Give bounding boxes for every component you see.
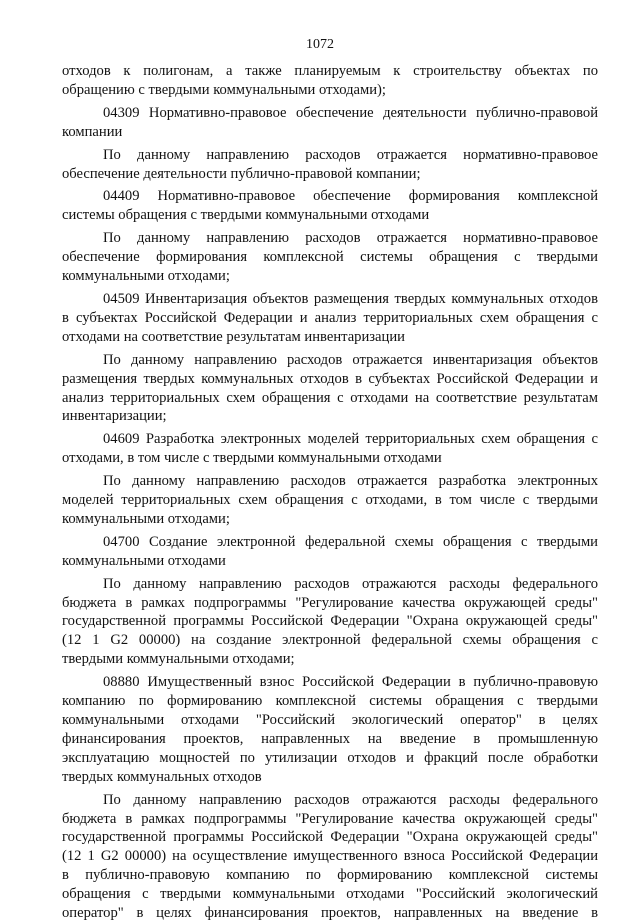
text-line: обеспечение формирования комплексной системы обращения с твердыми [62,249,598,266]
text-line: отходами на соответствие результатам инвентаризации [62,328,405,345]
text-line: По данному направлению расходов отражаются расходы федерального [103,575,598,592]
text-line: По данному направлению расходов отражаются расходы федерального [103,791,598,808]
document-body [62,62,598,923]
text-line: отходов к полигонам, а также планируемым к строительству объектах по [62,63,598,79]
text-line: компании [62,123,123,140]
text-line: в публично-правовую компанию по формированию комплексной системы [62,867,598,884]
text-line: По данному направлению расходов отражается нормативно-правовое [103,230,598,247]
text-line: компанию по формированию комплексной системы обращения с твердыми [62,693,598,710]
text-line: 04700 Создание электронной федеральной схемы обращения с твердыми [103,533,598,550]
text-line: эксплуатацию мощностей по утилизации отходов и фракций после обработки [62,749,598,766]
text-line: 08880 Имущественный взнос Российской Федерации в публично-правовую [103,674,598,691]
text-line: коммунальными отходами; [62,268,230,285]
text-line: По данному направлению расходов отражается нормативно-правовое [103,146,598,163]
text-line: 04409 Нормативно-правовое обеспечение формирования комплексной [103,188,598,205]
text-line: размещения твердых коммунальных отходов в субъектах Российской Федерации и [62,370,598,387]
text-line: анализ территориальных схем обращения с отходами на соответствие результатам [62,389,598,406]
page-number: 1072 [306,37,334,52]
text-line: обращению с твердыми коммунальными отходами); [62,81,386,98]
text-line: По данному направлению расходов отражается инвентаризация объектов [103,351,598,368]
text-line: государственной программы Российской Федерации "Охрана окружающей среды" [62,613,598,630]
text-line: в субъектах Российской Федерации и анализ территориальных схем обращения с [62,309,598,326]
text-line: инвентаризации; [62,408,167,425]
text-line: 04509 Инвентаризация объектов размещения твердых коммунальных отходов [103,290,598,307]
text-line: коммунальными отходами [62,552,226,569]
text-line: бюджета в рамках подпрограммы "Регулирование качества окружающей среды" [62,594,598,611]
text-line: (12 1 G2 00000) на создание электронной федеральной схемы обращения с [62,632,598,649]
text-line: моделей территориальных схем обращения с отходами, в том числе с твердыми [62,492,598,509]
text-line: обращения с твердыми коммунальными отходами "Российский экологический [62,886,598,903]
text-line: 04609 Разработка электронных моделей территориальных схем обращения с [103,431,598,448]
text-line: твердыми коммунальными отходами; [62,651,295,668]
text-line: финансирования проектов, направленных на введение в промышленную [62,730,598,747]
text-line: бюджета в рамках подпрограммы "Регулирование качества окружающей среды" [62,810,598,827]
text-line: По данному направлению расходов отражается разработка электронных [103,473,598,490]
text-line: государственной программы Российской Федерации "Охрана окружающей среды" [62,829,598,846]
text-line: коммунальными отходами; [62,510,230,527]
text-line: (12 1 G2 00000) на осуществление имущественного взноса Российской Федерации [62,848,598,865]
text-line: отходами, в том числе с твердыми коммунальными отходами [62,450,442,467]
text-line: оператор" в целях финансирования проектов, направленных на введение в [62,905,598,922]
text-line: коммунальными отходами "Российский экологический оператор" в целях [62,712,598,728]
text-line: обеспечение деятельности публично-правовой компании; [62,165,421,182]
text-line: системы обращения с твердыми коммунальными отходами [62,207,430,224]
text-line: 04309 Нормативно-правовое обеспечение деятельности публично-правовой [103,104,598,121]
text-line: твердых коммунальных отходов [62,768,262,785]
